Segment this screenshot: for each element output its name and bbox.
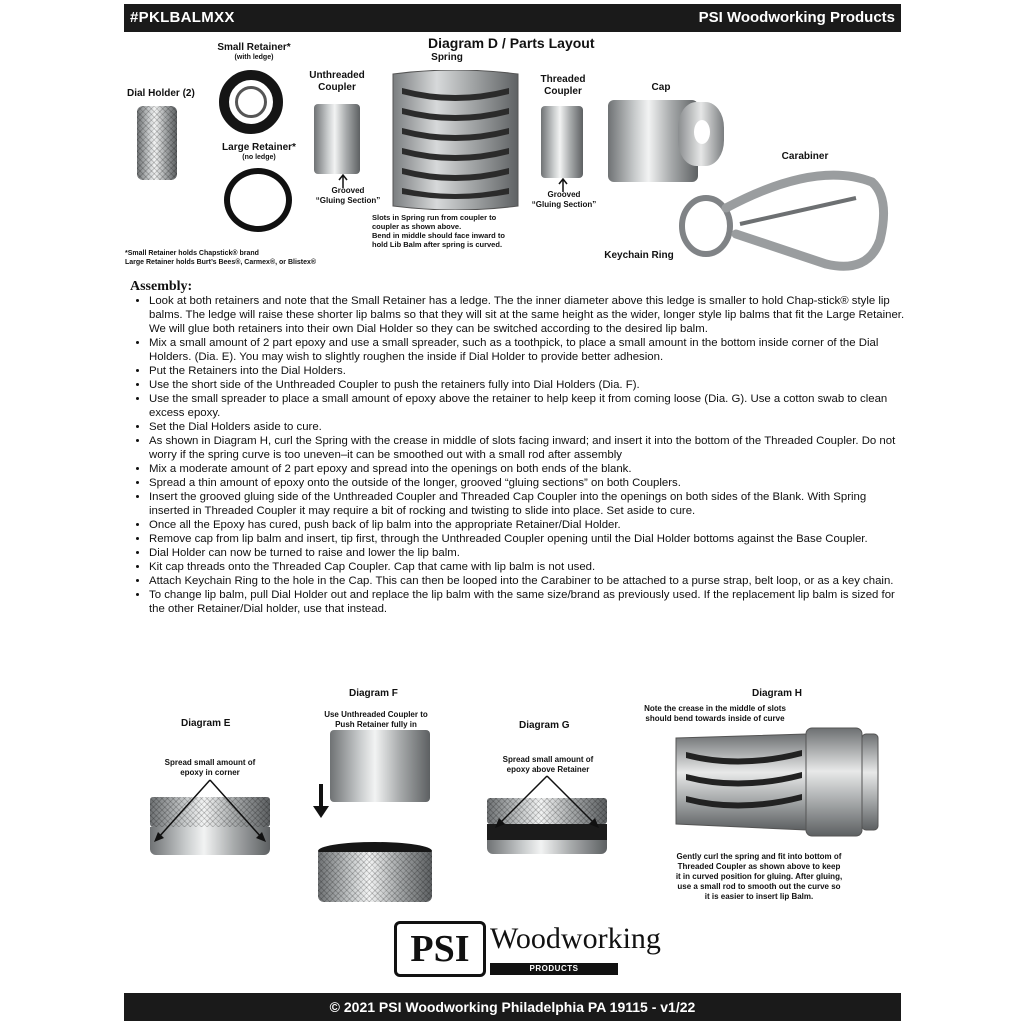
dial-holder-image [137,106,177,180]
list-item: • Once all the Epoxy has cured, push back of lip balm into the appropriate Retainer/Dial Holder. [149,518,909,532]
assembly-steps [131,294,909,616]
carabiner-image [676,168,896,278]
label-dial-holder: Dial Holder (2) [127,88,195,99]
cap-hole [694,120,710,144]
spring-image [388,70,523,210]
diagram-g-arrows [487,774,607,832]
diagram-f-title: Diagram F [349,688,398,699]
list-item: • To change lip balm, pull Dial Holder out and replace the lip balm with the same size/brand as previously used. If the replacement lip balm is sized for the other Retainer/Dial holder, use that instead. [149,588,909,616]
assembly-heading: Assembly: [130,279,193,294]
list-item: • Dial Holder can now be turned to raise and lower the lip balm. [149,546,909,560]
diagram-g-dial-base [487,840,607,854]
sku-label: #PKLBALMXX [130,9,235,26]
diagram-g-caption: Spread small amount of epoxy above Retainer [502,755,594,774]
arrow-up-icon [338,174,348,188]
list-item: • Use the short side of the Unthreaded Coupler to push the retainers fully into Dial Holders (Dia. F). [149,378,909,392]
diagram-h-caption: Note the crease in the middle of slots should bend towards inside of curve [644,704,786,723]
label-cap: Cap [651,82,671,93]
brand-label: PSI Woodworking Products [698,9,895,26]
grooved-section-label-1: Grooved “Gluing Section” [315,186,381,205]
footer-bar [124,993,901,1021]
label-keychain-ring: Keychain Ring [604,250,674,261]
list-item: • Insert the grooved gluing side of the Unthreaded Coupler and Threaded Cap Coupler into the openings on both sides of the Blank. With Spring inserted in Threaded Coupler it may require a bit of rocking and twisting to slide into place. Set aside to cure. [149,490,909,518]
list-item: • As shown in Diagram H, curl the Spring with the crease in middle of slots facing inward; and insert it into the bottom of the Threaded Coupler. Do not worry if the spring curve is too uneven–it can be smoothed out with a small rod after assembly [149,434,909,462]
list-item: • Set the Dial Holders aside to cure. [149,420,909,434]
diagram-f-caption: Use Unthreaded Coupler to Push Retainer fully in [324,710,428,729]
psi-logo-word: Woodworking [490,922,661,955]
diagram-d-title: Diagram D / Parts Layout [428,35,595,51]
diagram-e-arrows [150,778,270,844]
spring-note: Slots in Spring run from coupler to coupler as shown above. Bend in middle should face inward to hold Lib Balm after spring is curved. [372,213,505,249]
diagram-f-dial [318,852,432,902]
diagram-h-spring-coupler [670,724,882,840]
label-small-retainer: Small Retainer* (with ledge) [217,42,291,61]
list-item: • Mix a small amount of 2 part epoxy and use a small spreader, such as a toothpick, to place a small amount in the bottom inside corner of the Dial Holders. (Dia. E). You may wish to slightly roughen the inside if Dial Holder to provide better adhesion. [149,336,909,364]
list-item: • Attach Keychain Ring to the hole in the Cap. This can then be looped into the Carabiner to be attached to a purse strap, belt loop, or as a key chain. [149,574,909,588]
arrow-down-icon [312,784,330,820]
label-threaded-coupler: Threaded Coupler [540,74,586,97]
diagram-f-coupler [330,730,430,802]
list-item: • Kit cap threads onto the Threaded Cap Coupler. Cap that came with lip balm is not used. [149,560,909,574]
header-bar [124,4,901,32]
retainer-note: *Small Retainer holds Chapstick® brand Large Retainer holds Burt’s Bees®, Carmex®, or Blistex® [125,250,317,266]
grooved-section-label-2: Grooved “Gluing Section” [531,190,597,209]
label-large-retainer: Large Retainer* (no ledge) [222,142,296,161]
list-item: • Look at both retainers and note that the Small Retainer has a ledge. The the inner diameter above this ledge is smaller to hold Chap-stick® style lip balms. The ledge will raise these shorter lip balms so that they will sit at the same height as the wider, longer style lip balms that fit the Large Retainer. We will glue both retainers into their own Dial Holder so they can be switched according to the desired lip balm. [149,294,909,336]
list-item: • Put the Retainers into the Dial Holders. [149,364,909,378]
footer-text: © 2021 PSI Woodworking Philadelphia PA 19115 - v1/22 [329,999,696,1015]
diagram-e-title: Diagram E [181,718,231,729]
diagram-h-note: Gently curl the spring and fit into bottom of Threaded Coupler as shown above to keep it in curved position for gluing. After gluing, use a small rod to smooth out the curve so it is easier to insert lip Balm. [675,852,843,901]
list-item: • Spread a thin amount of epoxy onto the outside of the longer, grooved “gluing sections” on both Couplers. [149,476,909,490]
list-item: • Mix a moderate amount of 2 part epoxy and spread into the openings on both ends of the blank. [149,462,909,476]
arrow-up-icon [558,178,568,192]
list-item: • Remove cap from lip balm and insert, tip first, through the Unthreaded Coupler opening until the Dial Holder bottoms against the Base Coupler. [149,532,909,546]
diagram-h-title: Diagram H [752,688,803,699]
psi-logo-mark: PSI [394,921,486,977]
unthreaded-coupler-image [314,104,360,174]
threaded-coupler-image [541,106,583,178]
label-carabiner: Carabiner [781,151,829,162]
label-unthreaded-coupler: Unthreaded Coupler [309,70,365,93]
list-item: • Use the small spreader to place a small amount of epoxy above the retainer to help keep it from coming loose (Dia. G). Use a cotton swab to clean excess epoxy. [149,392,909,420]
label-spring: Spring [431,52,463,63]
diagram-e-caption: Spread small amount of epoxy in corner [164,758,256,777]
diagram-g-title: Diagram G [519,720,570,731]
large-retainer-image [224,168,292,232]
psi-logo-sub: PRODUCTS [490,963,618,975]
small-retainer-ledge [235,86,267,118]
